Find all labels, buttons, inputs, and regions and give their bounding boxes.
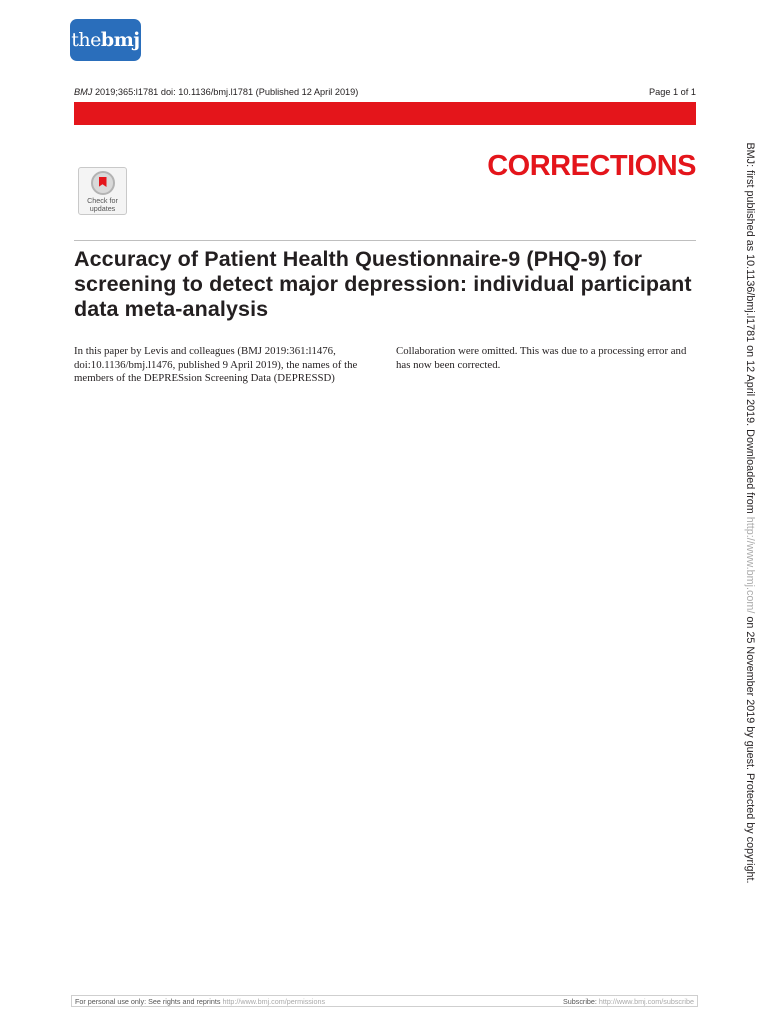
bookmark-icon [91,171,115,195]
logo-prefix: the [71,29,101,51]
badge-line1: Check for [87,196,118,205]
permissions-link[interactable]: http://www.bmj.com/permissions [222,997,326,1006]
logo-brand: bmj [100,29,140,51]
side-note-link[interactable]: http://www.bmj.com/ [744,516,756,614]
citation-text: 2019;365:l1781 doi: 10.1136/bmj.l1781 (Published 12 April 2019) [94,87,359,97]
footer-subscribe-text: Subscribe: [562,997,597,1006]
title-divider [74,240,696,241]
side-note-after: on 25 November 2019 by guest. Protected by copyright. [744,616,756,884]
article-title: Accuracy of Patient Health Questionnaire-9 (PHQ-9) for screening to detect major depression: individual participant data meta-analysis [74,247,692,321]
footer-rights [75,997,325,1006]
header-red-bar [74,102,696,125]
footer-rights-text: For personal use only: See rights and reprints [75,997,221,1006]
check-for-updates-badge[interactable] [78,167,127,215]
citation-line [74,87,358,97]
logo-text [71,29,139,51]
body-column-right: Collaboration were omitted. This was due to a processing error and has now been corrected. [396,345,687,371]
section-label: CORRECTIONS [487,150,696,182]
page-footer [71,995,698,1007]
subscribe-link[interactable]: http://www.bmj.com/subscribe [598,997,694,1006]
page-number: Page 1 of 1 [649,87,696,97]
side-note-before: BMJ: first published as 10.1136/bmj.l1781 on 12 April 2019. Downloaded from [744,142,756,514]
body-column-left: In this paper by Levis and colleagues (BMJ 2019:361:l1476, doi:10.1136/bmj.l1476, published 9 April 2019), the names of the members of the DEPRESsion Screening Data (DEPRESSD) [74,345,358,384]
copyright-side-note [740,133,756,893]
check-for-updates-label [87,197,118,213]
footer-subscribe [563,997,694,1006]
journal-name: BMJ [74,87,93,97]
badge-line2: updates [89,204,116,213]
bmj-logo [70,19,141,61]
